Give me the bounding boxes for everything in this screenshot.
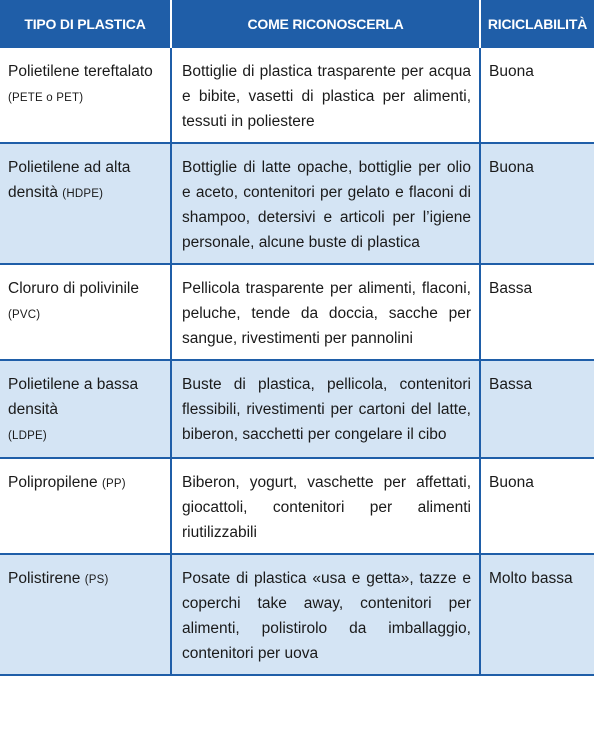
plastic-name: Polistirene — [8, 570, 81, 587]
table-row — [0, 458, 594, 554]
table-row — [0, 360, 594, 458]
plastic-name: Polietilene a bassa densità — [8, 376, 139, 418]
plastic-abbreviation: (HDPE) — [62, 188, 104, 200]
header-plastic-type: TIPO DI PLASTICA — [0, 0, 171, 48]
plastic-name: Polietilene tereftalato — [8, 63, 153, 80]
recyclability-value: Bassa — [480, 360, 594, 458]
recyclability-value: Buona — [480, 48, 594, 143]
header-recyclability: RICICLABILITÀ — [480, 0, 594, 48]
recognition-description: Pellicola trasparente per alimenti, flaconi, peluche, tende da doccia, sacche per sangue, rivestimenti per pannolini — [171, 264, 480, 360]
recognition-description: Biberon, yogurt, vaschette per affettati, giocattoli, contenitori per alimenti riutilizzabili — [171, 458, 480, 554]
plastic-abbreviation: (PETE o PET) — [8, 92, 84, 104]
plastic-type-cell — [0, 264, 171, 360]
recognition-description: Bottiglie di plastica trasparente per acqua e bibite, vasetti di plastica per alimenti, tessuti in poliestere — [171, 48, 480, 143]
header-row — [0, 0, 594, 48]
recyclability-value: Molto bassa — [480, 554, 594, 675]
plastic-name: Polietilene ad alta densità — [8, 159, 131, 201]
plastic-type-cell — [0, 48, 171, 143]
recyclability-value: Bassa — [480, 264, 594, 360]
recyclability-value: Buona — [480, 458, 594, 554]
recognition-description: Buste di plastica, pellicola, contenitori flessibili, rivestimenti per cartoni del latte, biberon, sacchetti per congelare il cibo — [171, 360, 480, 458]
header-how-to-recognize: COME RICONOSCERLA — [171, 0, 480, 48]
table-row — [0, 48, 594, 143]
plastic-type-cell — [0, 360, 171, 458]
table-body — [0, 48, 594, 675]
plastic-name: Cloruro di polivinile — [8, 280, 139, 297]
table-row — [0, 143, 594, 264]
plastic-abbreviation: (PVC) — [8, 309, 41, 321]
plastic-type-cell — [0, 458, 171, 554]
plastic-type-cell — [0, 554, 171, 675]
plastic-name: Polipropilene — [8, 474, 98, 491]
plastic-type-cell — [0, 143, 171, 264]
table-header — [0, 0, 594, 48]
recyclability-value: Buona — [480, 143, 594, 264]
table-row — [0, 554, 594, 675]
plastic-abbreviation: (LDPE) — [8, 430, 47, 442]
plastic-abbreviation: (PP) — [101, 478, 126, 490]
table-row — [0, 264, 594, 360]
recognition-description: Posate di plastica «usa e getta», tazze e coperchi take away, contenitori per alimenti, polistirolo da imballaggio, contenitori per uova — [171, 554, 480, 675]
recognition-description: Bottiglie di latte opache, bottiglie per olio e aceto, contenitori per gelato e flaconi di shampoo, detersivi e articoli per l’igiene personale, alcune buste di plastica — [171, 143, 480, 264]
plastic-abbreviation: (PS) — [84, 574, 109, 586]
